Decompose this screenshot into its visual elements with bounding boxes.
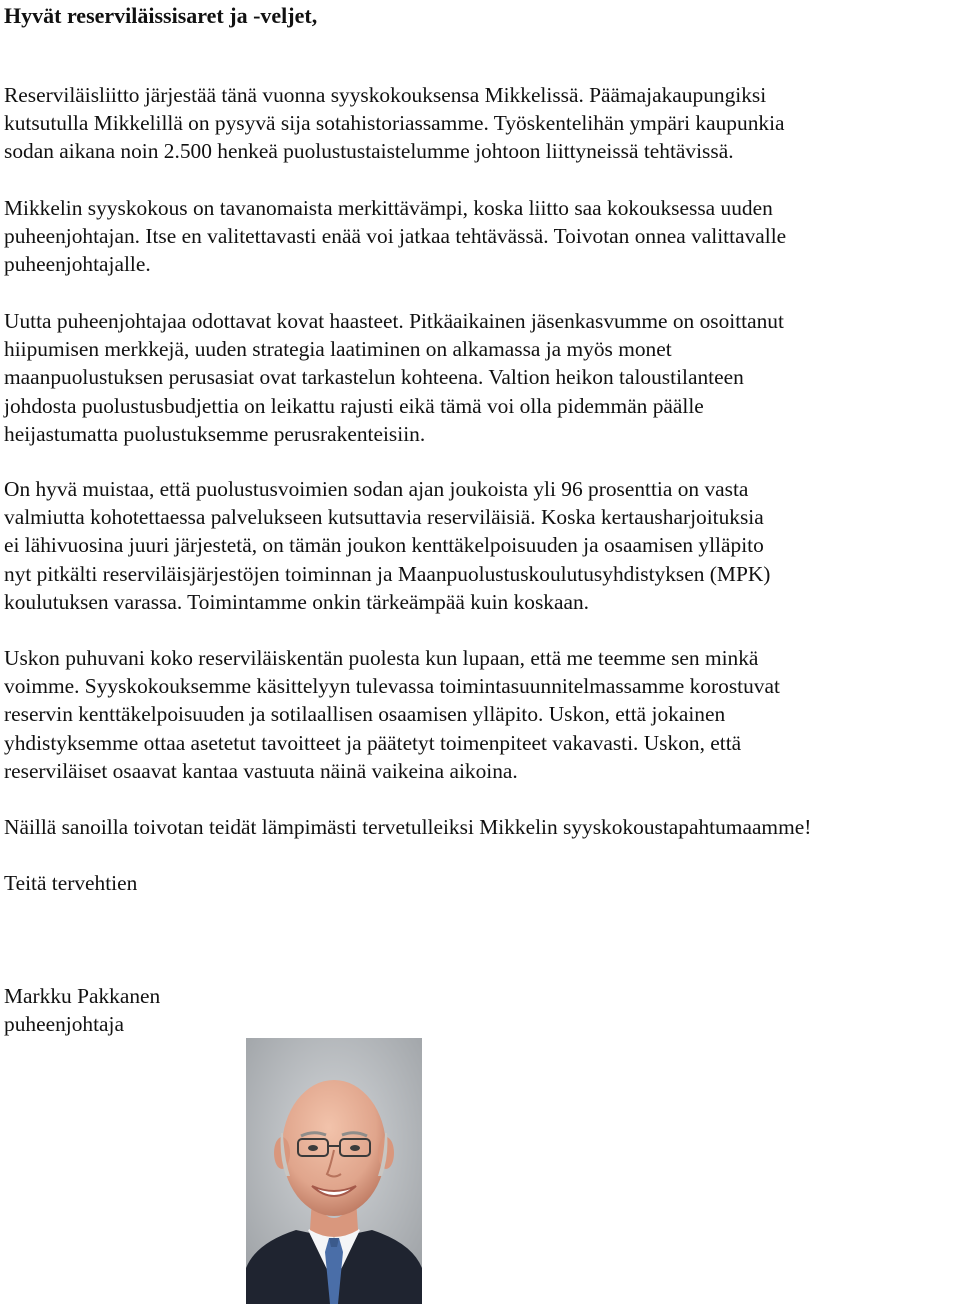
paragraph-line: heijastumatta puolustuksemme perusrakenteisiin. (4, 421, 426, 446)
paragraph-6 (4, 813, 960, 841)
signature-title: puheenjohtaja (4, 1012, 124, 1036)
paragraph-line: maanpuolustuksen perusasiat ovat tarkastelun kohteena. Valtion heikon taloustilanteen (4, 365, 744, 390)
paragraph-line: puheenjohtajan. Itse en valitettavasti enää voi jatkaa tehtävässä. Toivotan onnea valittavalle (4, 224, 787, 249)
signature-name: Markku Pakkanen (4, 984, 161, 1008)
paragraph-line: nyt pitkälti reserviläisjärjestöjen toiminnan ja Maanpuolustuskoulutusyhdistyksen (MPK) (4, 561, 771, 586)
paragraph-4 (4, 475, 960, 616)
paragraph-line: Uutta puheenjohtajaa odottavat kovat haasteet. Pitkäaikainen jäsenkasvumme on osoittanut (4, 309, 784, 333)
paragraph-line: reservin kenttäkelpoisuuden ja sotilaallisen osaamisen ylläpito. Uskon, että jokainen (4, 702, 726, 727)
letter-greeting: Hyvät reserviläissisaret ja -veljet, (4, 3, 318, 28)
paragraph-line: On hyvä muistaa, että puolustusvoimien sodan ajan joukoista yli 96 prosenttia on vasta (4, 477, 749, 501)
paragraph-line: yhdistyksemme ottaa asetetut tavoitteet ja päätetyt toimenpiteet vakavasti. Uskon, että (4, 730, 742, 755)
paragraph-5 (4, 644, 960, 785)
paragraph-line: valmiutta kohotettaessa palvelukseen kutsuttavia reserviläisiä. Koska kertausharjoituksia (4, 505, 764, 530)
paragraph-line: Näillä sanoilla toivotan teidät lämpimästi tervetulleiksi Mikkelin syyskokoustapahtumaamme! (4, 815, 812, 839)
paragraph-line: puheenjohtajalle. (4, 252, 151, 277)
portrait-photo (246, 1038, 422, 1304)
paragraph-line: kutsutulla Mikkelillä on pysyvä sija sotahistoriassamme. Työskentelihän ympäri kaupunkia (4, 111, 785, 136)
paragraph-2 (4, 194, 960, 279)
paragraph-line: voimme. Syyskokouksemme käsittelyyn tulevassa toimintasuunnitelmassamme korostuvat (4, 674, 780, 699)
paragraph-1 (4, 81, 960, 166)
paragraph-line: Reserviläisliitto järjestää tänä vuonna syyskokouksensa Mikkelissä. Päämajakaupungiksi (4, 83, 767, 107)
paragraph-line: reserviläiset osaavat kantaa vastuuta näinä vaikeina aikoina. (4, 758, 518, 783)
paragraph-line: Mikkelin syyskokous on tavanomaista merkittävämpi, koska liitto saa kokouksessa uuden (4, 196, 773, 220)
paragraph-line: koulutuksen varassa. Toimintamme onkin tärkeämpää kuin koskaan. (4, 589, 590, 614)
paragraph-3 (4, 307, 960, 448)
paragraph-line: sodan aikana noin 2.500 henkeä puolustustaistelumme johtoon liittyneissä tehtävissä. (4, 139, 734, 164)
letter-closing: Teitä tervehtien (4, 871, 138, 895)
paragraph-line: Uskon puhuvani koko reserviläiskentän puolesta kun lupaan, että me teemme sen minkä (4, 646, 759, 670)
paragraph-line: johdosta puolustusbudjettia on leikattu rajusti eikä tämä voi olla pidemmän päälle (4, 393, 704, 418)
paragraph-line: ei lähivuosina juuri järjestetä, on tämän joukon kenttäkelpoisuuden ja osaamisen ylläpito (4, 533, 764, 558)
person-photo-icon (246, 1038, 422, 1304)
paragraph-line: hiipumisen merkkejä, uuden strategia laatiminen on alkamassa ja myös monet (4, 337, 672, 362)
